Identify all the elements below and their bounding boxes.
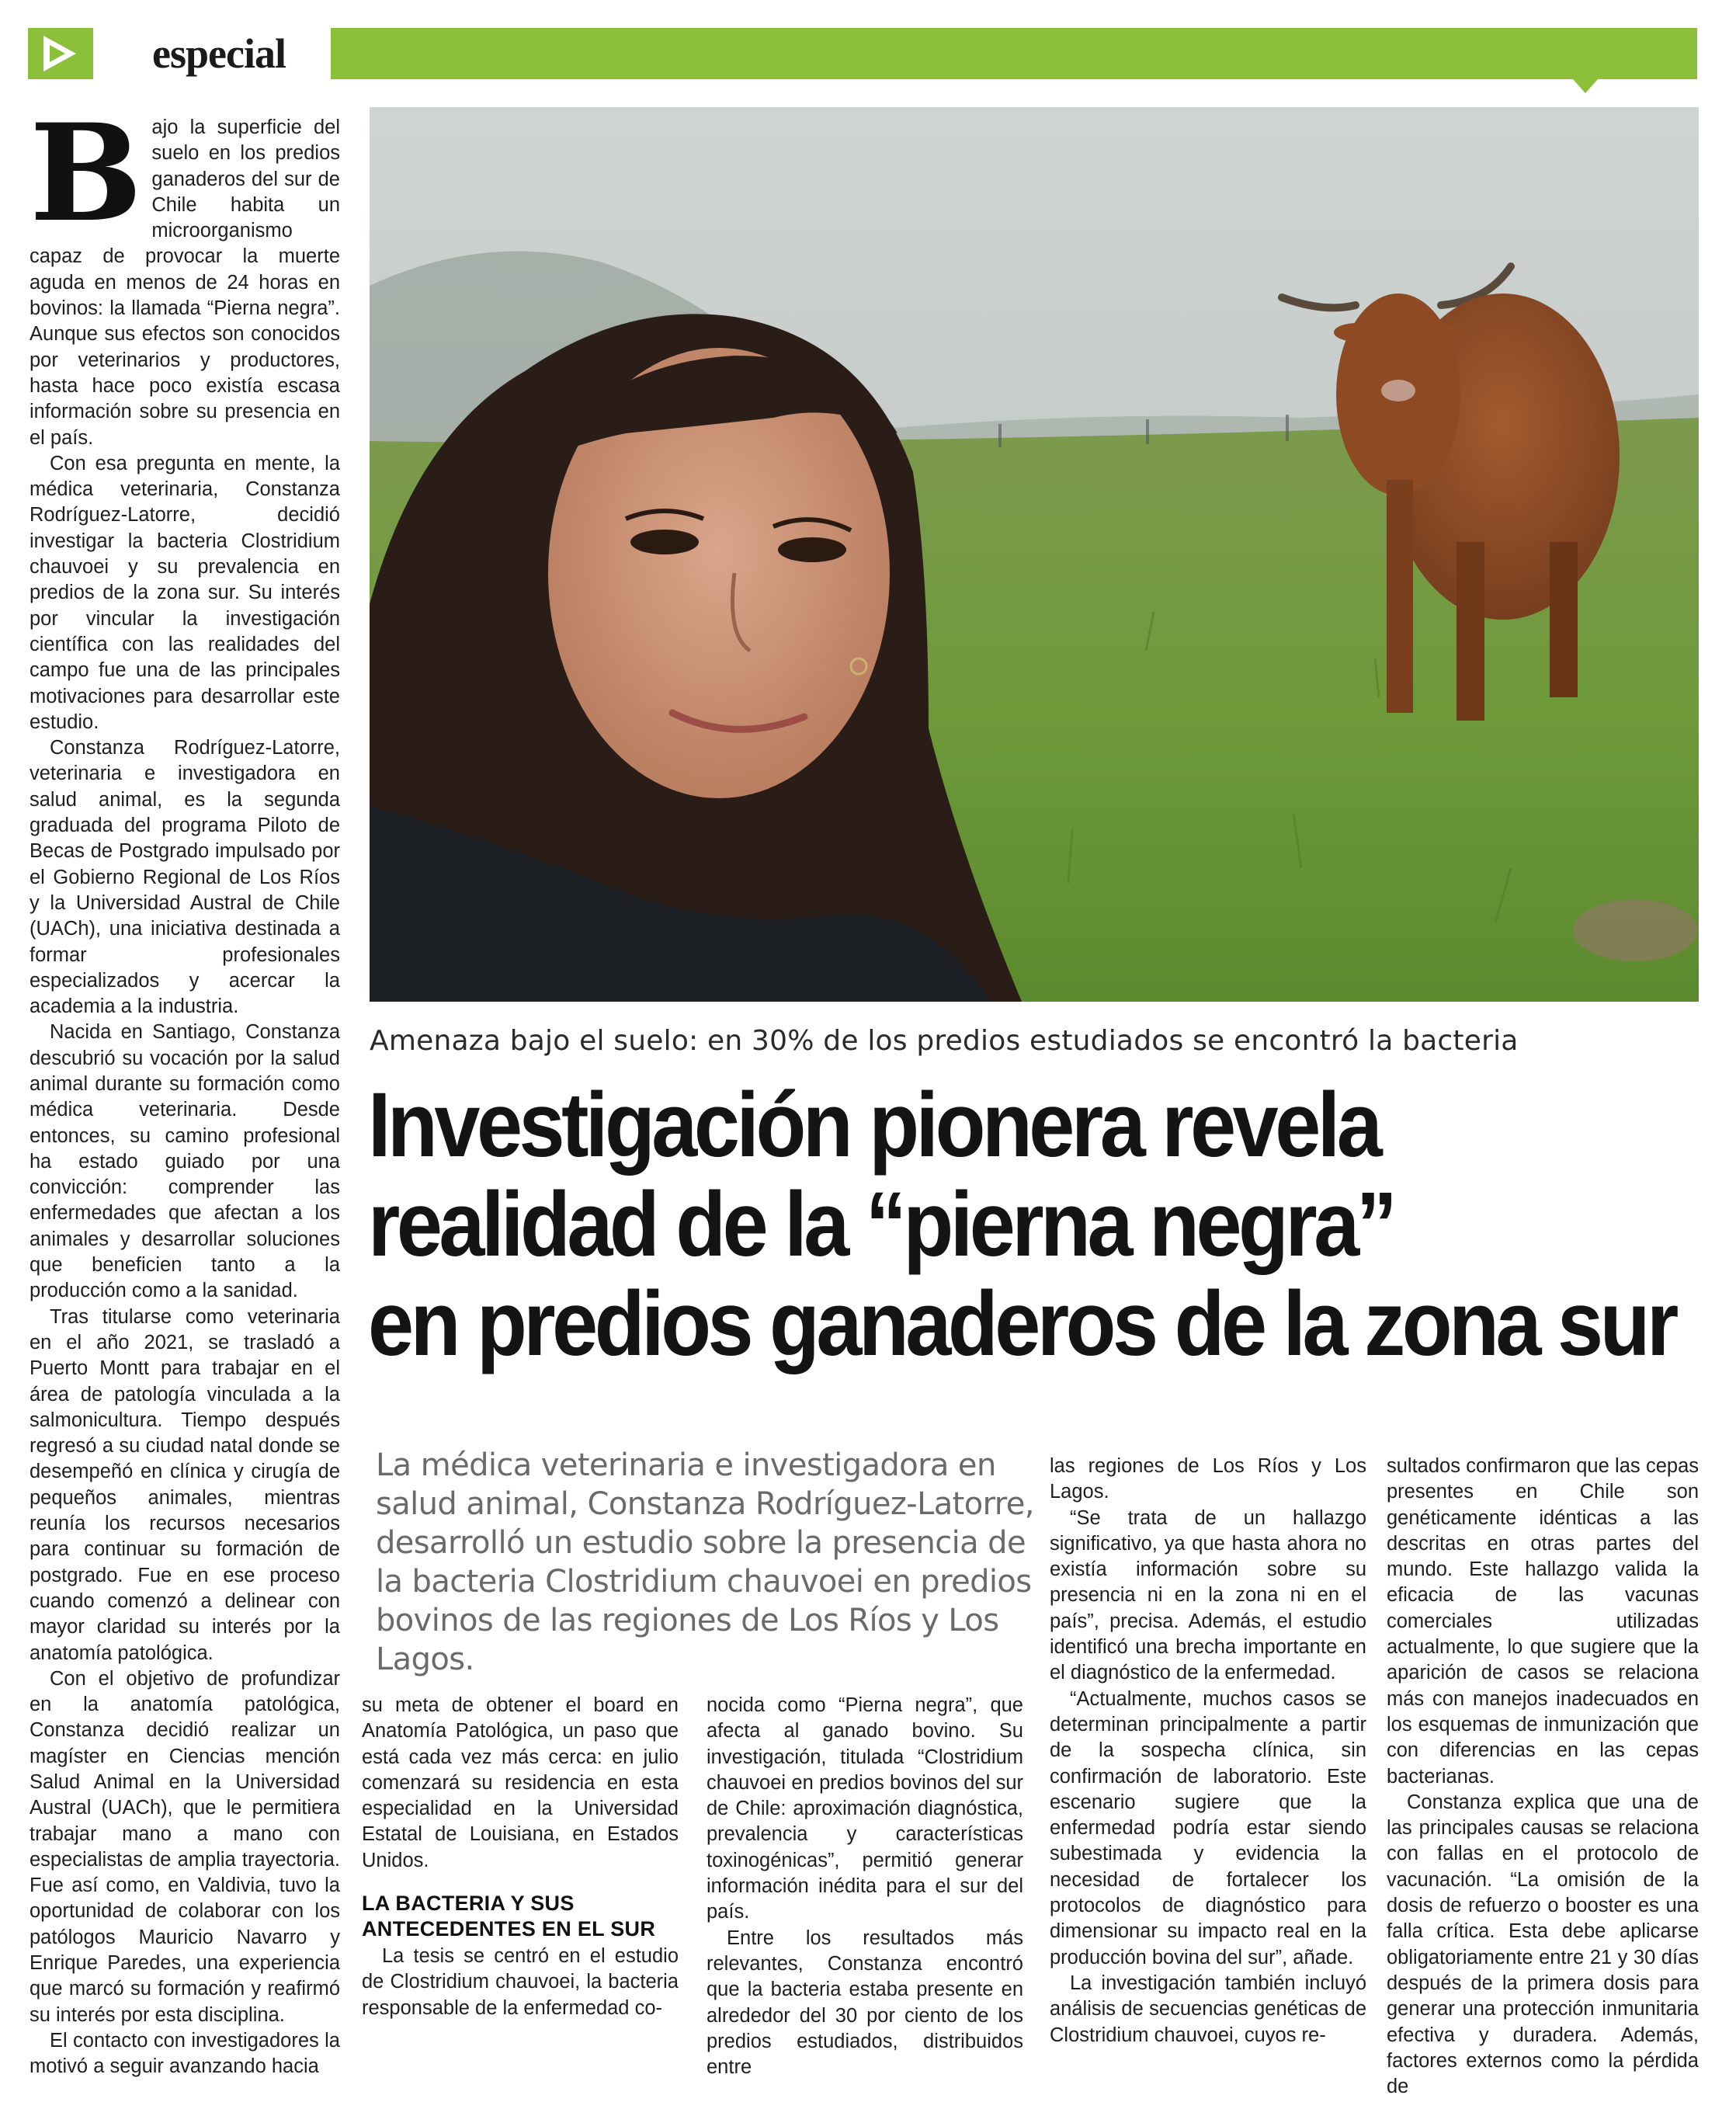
paragraph: “Actualmente, muchos casos se determinan principalmente a partir de la sospecha clínica, sin confirmación de laboratorio. Este escenario sugiere que la enfermedad podría estar siendo subestimada y evidencia la necesidad de fortalecer los protocolos de diagnóstico para dimensionar su impacto real en la producción bovina del sur”, añade. xyxy=(1050,1687,1366,1968)
article-lede: La médica veterinaria e investigadora en salud animal, Constanza Rodríguez-Latorre, desarrolló un estudio sobre la presencia de la bacteria Clostridium chauvoei en predios bovinos de las regiones de Los Ríos y Los Lagos. xyxy=(376,1447,1034,1677)
paragraph: Con esa pregunta en mente, la médica veterinaria, Constanza Rodríguez-Latorre, decidió investigar la bacteria Clostridium chauvoei y su prevalencia en predios de la zona sur. Su interés por vincular la investigación científica con las realidades del campo fue una de las principales motivaciones para desarrollar este estudio. xyxy=(30,452,340,733)
paragraph: “Se trata de un hallazgo significativo, ya que hasta ahora no existía información sobre su presencia ni en la zona ni en el país”, precisa. Además, el estudio identificó una brecha importante en el diagnóstico de la enfermedad. xyxy=(1050,1506,1366,1684)
paragraph: las regiones de Los Ríos y Los Lagos. xyxy=(1050,1455,1366,1503)
article-photo xyxy=(370,107,1699,1002)
paragraph: Entre los resultados más relevantes, Constanza encontró que la bacteria estaba presente en alrededor del 30 por ciento de los predios estudiados, distribuidos entre xyxy=(707,1927,1023,2079)
paragraph: La tesis se centró en el estudio de Clostridium chauvoei, la bacteria responsable de la enfermedad co- xyxy=(362,1945,679,2019)
paragraph: Constanza Rodríguez-Latorre, veterinaria e investigadora en salud animal, es la segunda graduada del programa Piloto de Becas de Postgrado impulsado por el Gobierno Regional de Los Ríos y la Universidad Austral de Chile (UACh), una iniciativa destinada a formar profesionales especializados y acercar la academia a la industria. xyxy=(30,737,340,1018)
article-headline xyxy=(368,1074,1675,1375)
paragraph: El contacto con investigadores la motivó a seguir avanzando hacia xyxy=(30,2029,340,2078)
paragraph: nocida como “Pierna negra”, que afecta al ganado bovino. Su investigación, titulada “Clostridium chauvoei en predios bovinos del sur de Chile: aproximación diagnóstica, prevalencia y características toxinogénicas”, permitió generar información inédita para el sur del país. xyxy=(707,1694,1023,1923)
paragraph: su meta de obtener el board en Anatomía Patológica, un paso que está cada vez más cerca: en julio comenzará su residencia en esta especialidad en la Universidad Estatal de Louisiana, en Estados Unidos. xyxy=(362,1694,679,1871)
section-arrow-icon xyxy=(28,28,93,79)
section-header xyxy=(28,28,1697,79)
section-label: especial xyxy=(152,30,286,77)
headline-line: Investigación pionera revela xyxy=(368,1074,1380,1176)
paragraph: Tras titularse como veterinaria en el año 2021, se trasladó a Puerto Montt para trabajar en el área de patología vinculada a la salmonicultura. Tiempo después regresó a su ciudad natal donde se desempeñó en clínica y cirugía de pequeños animales, mientras reunía los recursos necesarios para continuar su formación de postgrado. Fue en ese proceso cuando comenzó a delinear con mayor claridad su interés por la anatomía patológica. xyxy=(30,1305,340,1664)
paragraph: Nacida en Santiago, Constanza descubrió su vocación por la salud animal durante su formación como médica veterinaria. Desde entonces, su camino profesional ha estado guiado por una convicción: comprender las enfermedades que afectan a los animales y desarrollar soluciones que beneficien tanto a la producción como a la sanidad. xyxy=(30,1021,340,1302)
drop-cap: B xyxy=(30,94,143,252)
paragraph: Con el objetivo de profundizar en la anatomía patológica, Constanza decidió realizar un magíster en Ciencias mención Salud Animal en la Universidad Austral (UACh), que le permitiera trabajar mano a mano con especialistas de amplia trayectoria. Fue así como, en Valdivia, tuvo la oportunidad de colaborar con los patólogos Mauricio Navarro y Enrique Paredes, una experiencia que marcó su formación y reafirmó su interés por esta disciplina. xyxy=(30,1667,340,2026)
headline-line: en predios ganaderos de la zona sur xyxy=(368,1273,1675,1375)
article-column-2 xyxy=(362,1693,679,2021)
section-band xyxy=(331,28,1697,79)
article-column-4 xyxy=(1050,1454,1366,2048)
section-band-notch xyxy=(1573,79,1598,93)
paragraph: La investigación también incluyó análisis de secuencias genéticas de Clostridium chauvoei, cuyos re- xyxy=(1050,1972,1366,2046)
paragraph: Constanza explica que una de las principales causas se relaciona con fallas en el protocolo de vacunación. “La omisión de la dosis de refuerzo o booster es una falla crítica. Esta debe aplicarse obligatoriamente entre 21 y 30 días después de la primera dosis para generar una protección inmunitaria efectiva y duradera. Además, factores externos como la pérdida de xyxy=(1387,1791,1699,2098)
article-column-5 xyxy=(1387,1454,1699,2100)
subheading: LA BACTERIA Y SUS ANTECEDENTES EN EL SUR xyxy=(362,1892,656,1941)
paragraph: sultados confirmaron que las cepas presentes en Chile son genéticamente idénticas a las descritas en otras partes del mundo. Este hallazgo valida la eficacia de las vacunas comerciales utilizadas actualmente, lo que sugiere que la aparición de casos se relaciona más con manejos inadecuados en los esquemas de inmunización que con diferencias en las cepas bacterianas. xyxy=(1387,1455,1699,1788)
article-kicker: Amenaza bajo el suelo: en 30% de los predios estudiados se encontró la bacteria xyxy=(370,1025,1519,1057)
paragraph xyxy=(30,94,340,451)
paragraph-text: ajo la superficie del suelo en los predios ganaderos del sur de Chile habita un microorganismo capaz de provocar la muerte aguda en menos de 24 horas en bovinos: la llamada “Pierna negra”. Aunque sus efectos son conocidos por veterinarios y productores, hasta hace poco existía escasa información sobre su presencia en el país. xyxy=(30,116,340,449)
headline-line: realidad de la “pierna negra” xyxy=(368,1173,1394,1276)
article-column-3 xyxy=(707,1693,1023,2080)
article-column-1 xyxy=(30,94,340,2080)
